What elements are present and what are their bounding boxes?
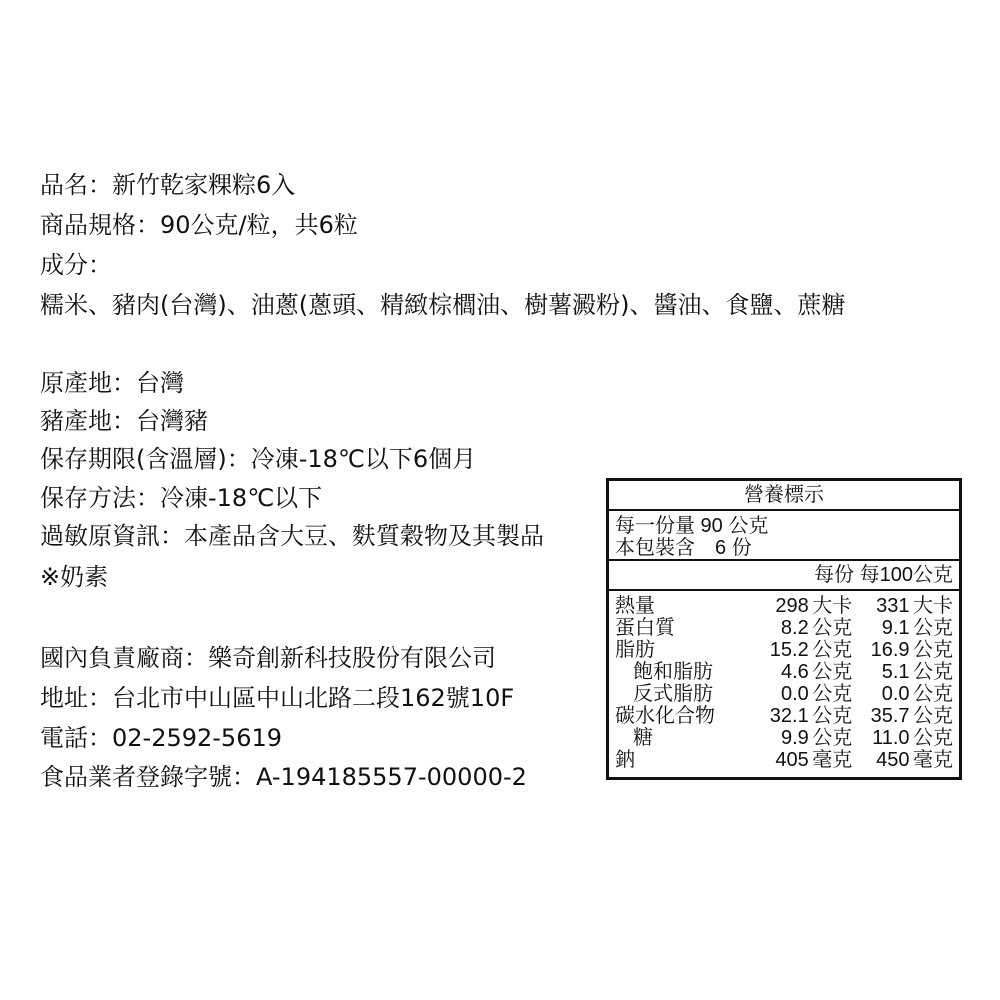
nutrient-row-saturated-fat	[615, 661, 953, 683]
per-100g-unit: 公克	[912, 727, 953, 749]
per-100g-value: 331	[876, 595, 910, 617]
manufacturer: 國內負責廠商：樂奇創新科技股份有限公司	[40, 644, 496, 672]
nutrient-name: 脂肪	[615, 639, 655, 661]
nutrition-title: 營養標示	[609, 481, 959, 511]
nutrition-rows	[609, 591, 959, 771]
nutrient-row-energy	[615, 595, 953, 617]
nutrient-name: 碳水化合物	[615, 705, 715, 727]
per-serving-value: 298	[775, 595, 809, 617]
per-100g-unit: 公克	[913, 617, 954, 639]
product-spec: 商品規格：90公克/粒，共6粒	[40, 211, 358, 239]
per-100g-unit: 公克	[912, 661, 953, 683]
nutrient-name: 飽和脂肪	[633, 661, 713, 683]
nutrient-row-fat	[615, 639, 953, 661]
product-name: 品名：新竹乾家粿粽6入	[40, 171, 296, 199]
serving-size: 每一份量 90 公克	[615, 515, 769, 537]
nutrient-name: 熱量	[615, 595, 655, 617]
per-serving-unit: 公克	[812, 617, 853, 639]
per-100g-unit: 公克	[913, 705, 954, 727]
allergen-info: 過敏原資訊：本產品含大豆、麩質穀物及其製品	[40, 522, 544, 550]
serving-info	[609, 511, 959, 561]
nutrient-row-carbohydrate	[615, 705, 953, 727]
servings-per-package: 本包裝含 6 份	[615, 537, 752, 559]
per-serving-value: 4.6	[780, 661, 809, 683]
per-100g-unit: 公克	[913, 639, 954, 661]
pork-origin: 豬產地：台灣豬	[40, 407, 208, 435]
per-100g-unit: 公克	[912, 683, 953, 705]
per-serving-unit: 毫克	[812, 749, 853, 771]
address: 地址：台北市中山區中山北路二段162號10F	[40, 684, 515, 712]
nutrient-row-protein	[615, 617, 953, 639]
per-100g-value: 0.0	[881, 683, 910, 705]
per-serving-value: 32.1	[769, 705, 809, 727]
nutrient-name: 反式脂肪	[633, 683, 713, 705]
per-serving-value: 15.2	[769, 639, 809, 661]
origin: 原產地：台灣	[40, 369, 184, 397]
nutrition-label	[606, 478, 962, 780]
per-serving-unit: 公克	[812, 661, 853, 683]
nutrition-column-header: 每份 每100公克	[609, 561, 959, 591]
per-serving-unit: 大卡	[812, 595, 853, 617]
per-serving-unit: 公克	[812, 639, 853, 661]
per-100g-unit: 大卡	[913, 595, 954, 617]
storage-method: 保存方法：冷凍-18℃以下	[40, 484, 323, 512]
registration-number: 食品業者登錄字號：A-194185557-00000-2	[40, 763, 527, 791]
per-serving-value: 9.9	[780, 727, 809, 749]
nutrient-name: 蛋白質	[615, 617, 675, 639]
nutrient-name: 鈉	[615, 749, 635, 771]
ingredients-list: 糯米、豬肉(台灣)、油蔥(蔥頭、精緻棕櫚油、樹薯澱粉)、醬油、食鹽、蔗糖	[40, 291, 846, 319]
shelf-life: 保存期限(含溫層)：冷凍-18℃以下6個月	[40, 445, 477, 473]
ingredients-label: 成分：	[40, 251, 112, 279]
nutrient-row-sugar	[615, 727, 953, 749]
per-serving-value: 8.2	[780, 617, 809, 639]
per-100g-unit: 毫克	[913, 749, 954, 771]
nutrient-row-trans-fat	[615, 683, 953, 705]
per-100g-value: 16.9	[870, 639, 910, 661]
per-serving-unit: 公克	[812, 705, 853, 727]
per-serving-unit: 公克	[812, 727, 853, 749]
per-100g-value: 11.0	[872, 727, 910, 749]
nutrient-row-sodium	[615, 749, 953, 771]
per-100g-value: 35.7	[870, 705, 910, 727]
per-serving-unit: 公克	[812, 683, 853, 705]
per-100g-value: 450	[876, 749, 910, 771]
per-100g-value: 5.1	[881, 661, 910, 683]
per-serving-value: 0.0	[780, 683, 809, 705]
per-serving-value: 405	[775, 749, 809, 771]
per-100g-value: 9.1	[881, 617, 910, 639]
phone: 電話：02-2592-5619	[40, 724, 283, 752]
allergen-note: ※奶素	[40, 563, 109, 591]
nutrient-name: 糖	[633, 727, 653, 749]
